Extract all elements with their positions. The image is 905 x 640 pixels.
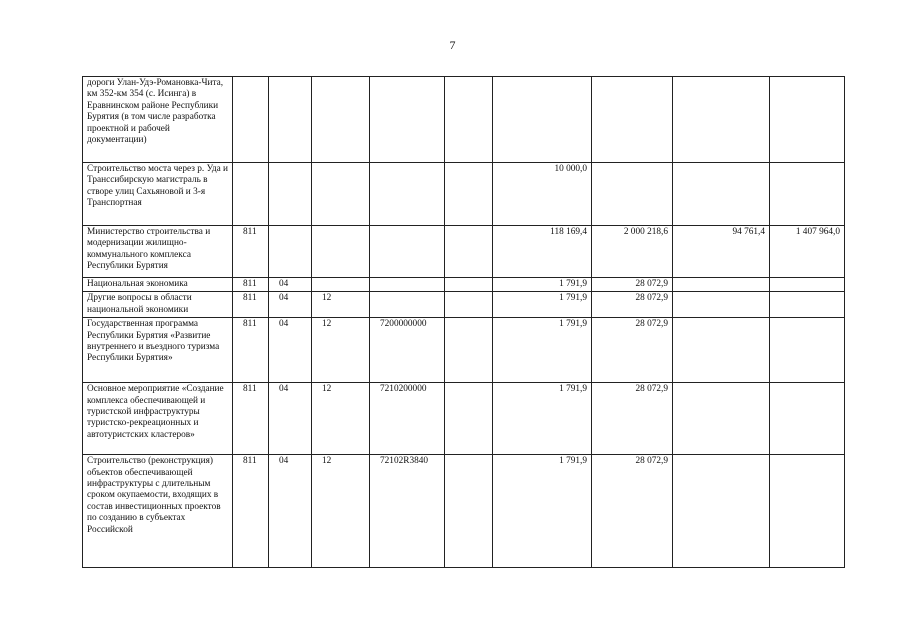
cell-amount-1: 1 791,9 [493, 278, 592, 292]
cell-amount-4 [770, 383, 845, 455]
cell-subsection: 12 [312, 292, 370, 318]
cell-expense-type [445, 163, 493, 226]
cell-expense-type [445, 455, 493, 568]
cell-amount-2 [592, 163, 673, 226]
cell-amount-4 [770, 77, 845, 163]
cell-subsection: 12 [312, 455, 370, 568]
cell-amount-4 [770, 318, 845, 383]
cell-amount-4: 1 407 964,0 [770, 226, 845, 278]
cell-subsection: 12 [312, 318, 370, 383]
cell-amount-1: 1 791,9 [493, 318, 592, 383]
cell-expense-type [445, 292, 493, 318]
cell-amount-2 [592, 77, 673, 163]
cell-expense-type [445, 318, 493, 383]
cell-amount-3 [673, 383, 770, 455]
cell-name: дороги Улан-Удэ-Романовка-Чита, км 352-км 354 (с. Исинга) в Еравнинском районе Республики Бурятия (в том числе разработка проектной и рабочей документации) [83, 77, 233, 163]
cell-amount-4 [770, 455, 845, 568]
cell-expense-type [445, 77, 493, 163]
cell-section [269, 77, 312, 163]
cell-admin-code: 811 [233, 383, 269, 455]
cell-name: Строительство (реконструкция) объектов обеспечивающей инфраструктуры с длительным сроком окупаемости, входящих в состав инвестиционных проектов по созданию в субъектах Российской [83, 455, 233, 568]
cell-target-article [370, 77, 445, 163]
table-body [83, 77, 845, 568]
cell-expense-type [445, 383, 493, 455]
cell-subsection: 12 [312, 383, 370, 455]
cell-amount-3 [673, 292, 770, 318]
cell-amount-4 [770, 163, 845, 226]
cell-subsection [312, 163, 370, 226]
table-row [83, 278, 845, 292]
cell-amount-1: 1 791,9 [493, 455, 592, 568]
page-number: 7 [449, 38, 456, 52]
cell-target-article [370, 292, 445, 318]
cell-admin-code: 811 [233, 455, 269, 568]
cell-section: 04 [269, 383, 312, 455]
cell-name: Основное мероприятие «Создание комплекса обеспечивающей и туристской инфраструктуры туристско-рекреационных и автотуристских кластеров» [83, 383, 233, 455]
cell-amount-3 [673, 163, 770, 226]
cell-admin-code: 811 [233, 318, 269, 383]
cell-amount-1: 10 000,0 [493, 163, 592, 226]
cell-admin-code: 811 [233, 278, 269, 292]
cell-amount-3 [673, 318, 770, 383]
cell-target-article: 7210200000 [370, 383, 445, 455]
cell-name: Государственная программа Республики Бурятия «Развитие внутреннего и въездного туризма Республики Бурятия» [83, 318, 233, 383]
table-row [83, 292, 845, 318]
cell-amount-4 [770, 278, 845, 292]
cell-admin-code: 811 [233, 292, 269, 318]
cell-section [269, 163, 312, 226]
cell-name: Другие вопросы в области национальной экономики [83, 292, 233, 318]
cell-amount-2: 28 072,9 [592, 318, 673, 383]
cell-section: 04 [269, 292, 312, 318]
cell-amount-1 [493, 77, 592, 163]
cell-amount-3 [673, 455, 770, 568]
cell-subsection [312, 226, 370, 278]
table-row [83, 226, 845, 278]
cell-amount-1: 1 791,9 [493, 383, 592, 455]
cell-name: Министерство строительства и модернизации жилищно-коммунального комплекса Республики Бурятия [83, 226, 233, 278]
cell-amount-2: 28 072,9 [592, 455, 673, 568]
cell-target-article: 7200000000 [370, 318, 445, 383]
cell-amount-1: 1 791,9 [493, 292, 592, 318]
cell-amount-3 [673, 278, 770, 292]
cell-name: Строительство моста через р. Уда и Транссибирскую магистраль в створе улиц Сахьяновой и 3-я Транспортная [83, 163, 233, 226]
budget-table [82, 76, 845, 568]
cell-amount-1: 118 169,4 [493, 226, 592, 278]
cell-section: 04 [269, 455, 312, 568]
cell-amount-3 [673, 77, 770, 163]
table-row [83, 383, 845, 455]
cell-amount-2: 28 072,9 [592, 383, 673, 455]
cell-section: 04 [269, 278, 312, 292]
cell-section [269, 226, 312, 278]
cell-amount-2: 28 072,9 [592, 292, 673, 318]
cell-name: Национальная экономика [83, 278, 233, 292]
table-row [83, 455, 845, 568]
cell-admin-code [233, 163, 269, 226]
cell-expense-type [445, 278, 493, 292]
cell-expense-type [445, 226, 493, 278]
table-row [83, 318, 845, 383]
cell-target-article [370, 278, 445, 292]
cell-amount-4 [770, 292, 845, 318]
cell-target-article [370, 226, 445, 278]
cell-amount-3: 94 761,4 [673, 226, 770, 278]
cell-subsection [312, 77, 370, 163]
table-row [83, 163, 845, 226]
table-row [83, 77, 845, 163]
cell-admin-code [233, 77, 269, 163]
cell-amount-2: 2 000 218,6 [592, 226, 673, 278]
cell-target-article: 72102R3840 [370, 455, 445, 568]
cell-target-article [370, 163, 445, 226]
cell-amount-2: 28 072,9 [592, 278, 673, 292]
cell-section: 04 [269, 318, 312, 383]
cell-subsection [312, 278, 370, 292]
cell-admin-code: 811 [233, 226, 269, 278]
